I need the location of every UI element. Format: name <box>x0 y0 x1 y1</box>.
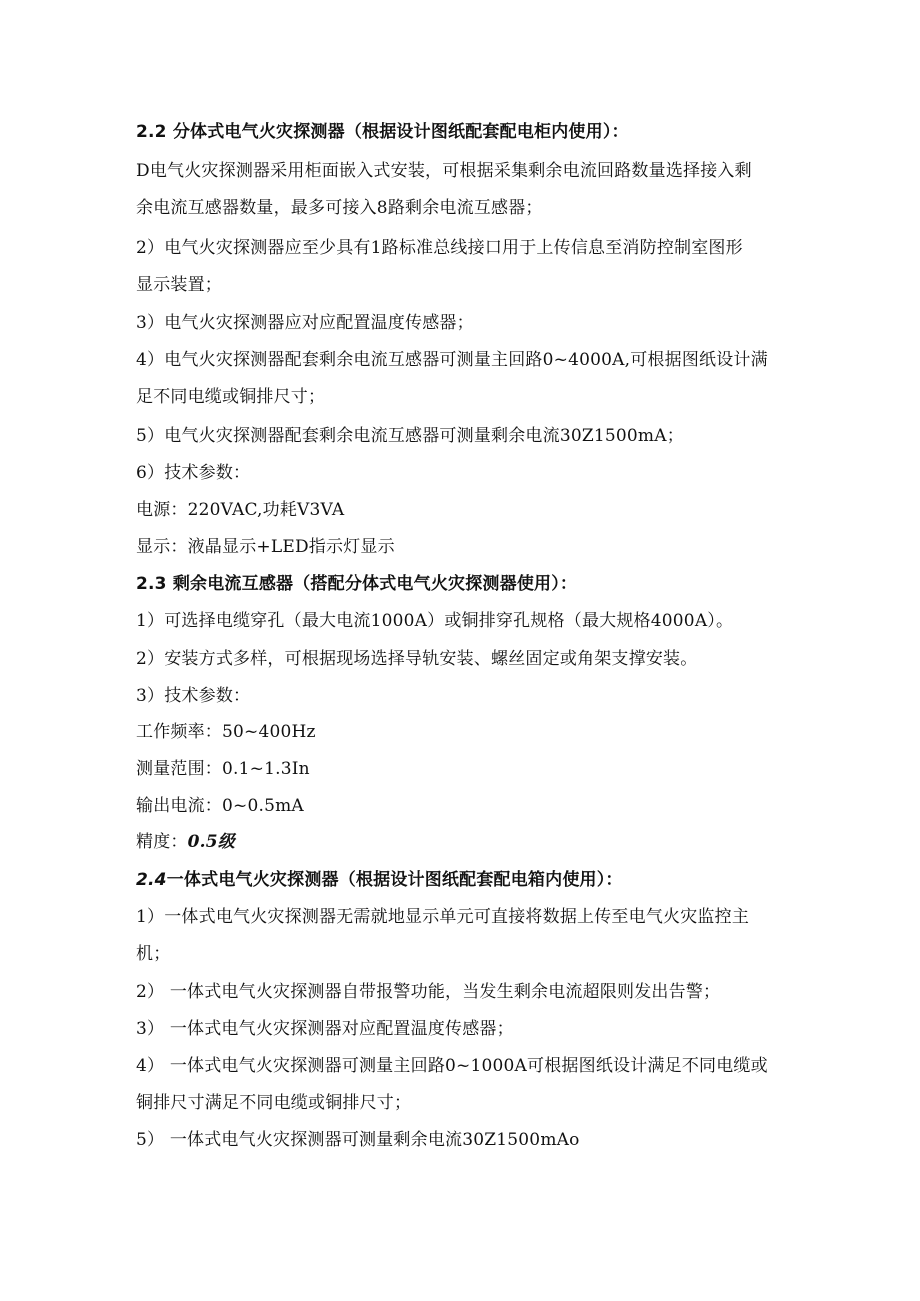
section-2-3-item-2: 2）安装方式多样，可根据现场选择导轨安装、螺丝固定或角架支撑安装。 <box>136 649 698 669</box>
section-2-2-item-2-line-2: 显示装置； <box>136 275 222 295</box>
section-2-2-item-5: 5）电气火灾探测器配套剩余电流互感器可测量剩余电流30Z1500mA； <box>136 426 684 446</box>
section-2-4-item-5: 5） 一体式电气火灾探测器可测量剩余电流30Z1500mAo <box>136 1130 580 1150</box>
section-2-4-heading <box>136 869 623 891</box>
section-2-2-item-2-line-1: 2）电气火灾探测器应至少具有1路标准总线接口用于上传信息至消防控制室图形 <box>136 238 743 258</box>
section-2-4-heading-text: 一体式电气火灾探测器（根据设计图纸配套配电箱内使用）： <box>166 870 623 890</box>
section-2-2-power-spec: 电源：220VAC,功耗V3VA <box>136 500 345 520</box>
section-2-2-item-4-line-2: 足不同电缆或铜排尺寸； <box>136 387 326 407</box>
section-2-3-item-1: 1）可选择电缆穿孔（最大电流1000A）或铜排穿孔规格（最大规格4000A）。 <box>136 611 734 631</box>
section-2-3-frequency-spec: 工作频率：50~400Hz <box>136 722 316 742</box>
section-2-4-item-2: 2） 一体式电气火灾探测器自带报警功能，当发生剩余电流超限则发出告警； <box>136 982 721 1002</box>
precision-label: 精度： <box>136 832 188 852</box>
section-2-3-heading: 2.3 剩余电流互感器（搭配分体式电气火灾探测器使用）： <box>136 574 578 594</box>
section-2-2-item-1-line-1: D电气火灾探测器采用柜面嵌入式安装，可根据采集剩余电流回路数量选择接入剩 <box>136 161 752 181</box>
section-2-4-item-1-line-1: 1）一体式电气火灾探测器无需就地显示单元可直接将数据上传至电气火灾监控主 <box>136 907 750 927</box>
section-2-2-item-3: 3）电气火灾探测器应对应配置温度传感器； <box>136 313 474 333</box>
section-2-3-precision-spec <box>136 831 235 853</box>
section-2-3-output-spec: 输出电流：0~0.5mA <box>136 796 304 816</box>
section-2-4-item-1-line-2: 机； <box>136 944 171 964</box>
section-2-2-item-4-line-1: 4）电气火灾探测器配套剩余电流互感器可测量主回路0~4000A,可根据图纸设计满 <box>136 350 768 370</box>
section-2-3-range-spec: 测量范围：0.1~1.3In <box>136 759 310 779</box>
section-2-2-display-spec: 显示：液晶显示+LED指示灯显示 <box>136 537 395 557</box>
precision-value: 0.5级 <box>187 832 235 852</box>
section-2-4-item-4-line-2: 铜排尺寸满足不同电缆或铜排尺寸； <box>136 1093 412 1113</box>
section-2-3-item-3: 3）技术参数： <box>136 686 251 706</box>
section-2-4-item-3: 3） 一体式电气火灾探测器对应配置温度传感器； <box>136 1019 514 1039</box>
section-2-4-heading-number: 2.4 <box>136 870 167 890</box>
section-2-2-item-6: 6）技术参数： <box>136 463 251 483</box>
section-2-2-heading: 2.2 分体式电气火灾探测器（根据设计图纸配套配电柜内使用）： <box>136 122 629 142</box>
section-2-2-item-1-line-2: 余电流互感器数量，最多可接入8路剩余电流互感器； <box>136 198 543 218</box>
section-2-4-item-4-line-1: 4） 一体式电气火灾探测器可测量主回路0~1000A可根据图纸设计满足不同电缆或 <box>136 1056 768 1076</box>
